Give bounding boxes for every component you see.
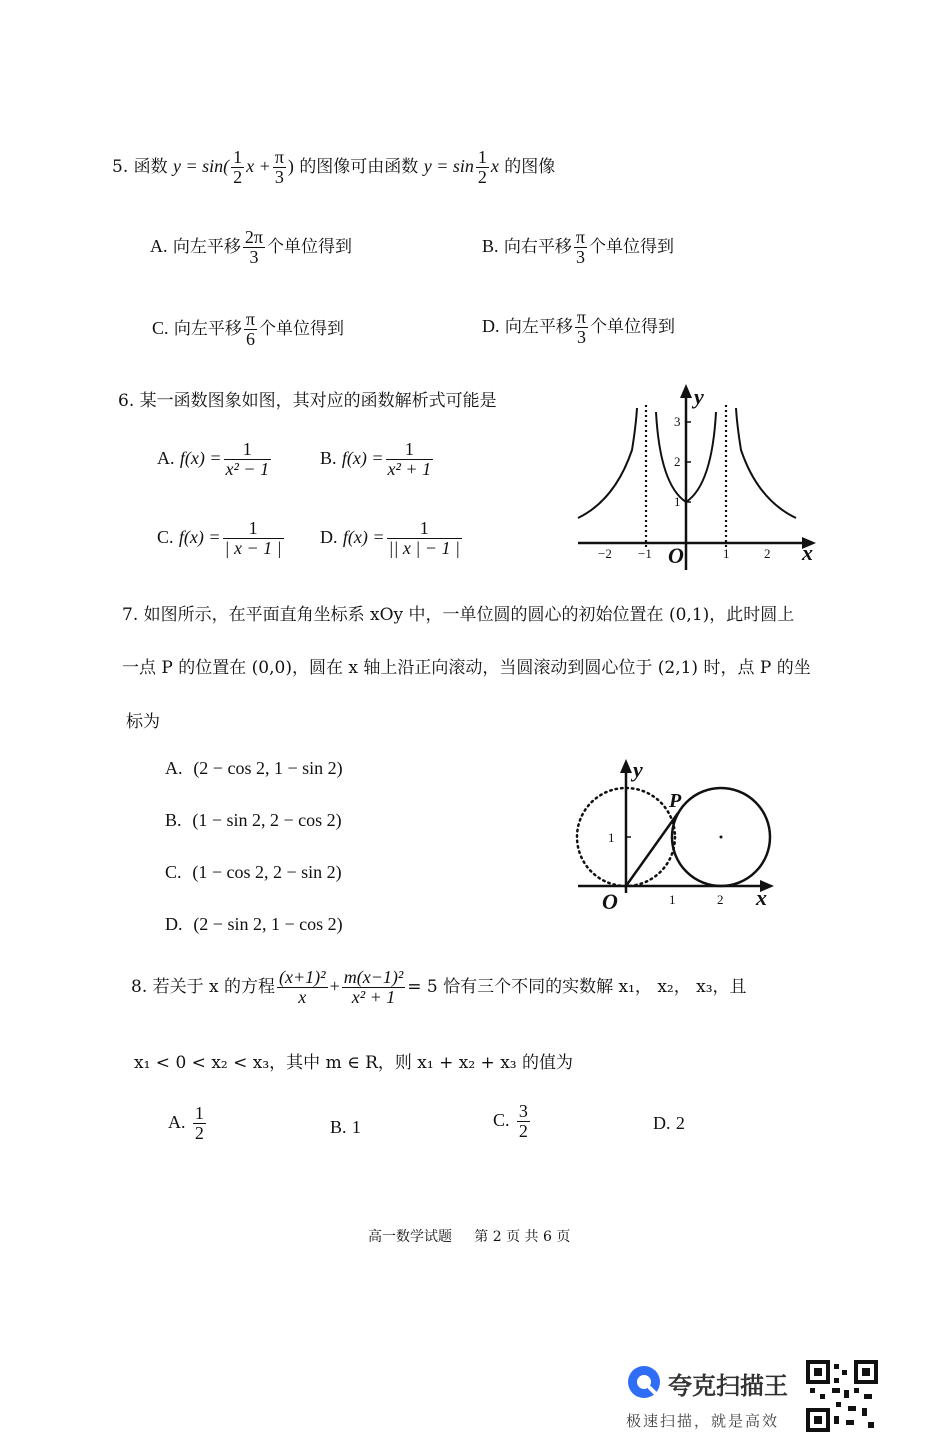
- q7-rolled-center: [720, 836, 723, 839]
- q6-origin-label: O: [668, 543, 684, 568]
- q6-y-label: y: [694, 384, 704, 409]
- q6-x-label: x: [802, 540, 813, 565]
- q8-option-b[interactable]: B. 1: [330, 1117, 361, 1137]
- q7-x-label: x: [756, 885, 767, 910]
- q7-x-tick-2: 2: [717, 892, 724, 907]
- q7-stem-line1: 7. 如图所示，在平面直角坐标系 xOy 中，一单位圆的圆心的初始位置在 (0,1)，此时圆上: [122, 605, 795, 625]
- q6-curve-right: [736, 408, 796, 518]
- footer-title: 高一数学试题: [368, 1229, 452, 1245]
- q7-option-a[interactable]: A. (2 − cos 2, 1 − sin 2): [165, 758, 343, 778]
- q6-curve-left: [578, 408, 637, 518]
- footer-page-number: 第 2 页 共 6 页: [474, 1229, 571, 1245]
- q6-x-tick-neg1: −1: [638, 546, 652, 561]
- q8-option-a[interactable]: A. $\frac{1}{2}$: [168, 1103, 204, 1143]
- q7-option-c[interactable]: C. (1 − cos 2, 2 − sin 2): [165, 862, 342, 882]
- q5-frac-pi3: $\frac{\pi}{3}$: [274, 147, 284, 187]
- q6-y-arrow: [680, 384, 692, 398]
- q6-x-tick-neg2: −2: [598, 546, 612, 561]
- q5-frac-half-2: $\frac{1}{2}$: [477, 147, 487, 187]
- q5-frac-half: $\frac{1}{2}$: [233, 147, 243, 187]
- q7-option-b[interactable]: B. (1 − sin 2, 2 − cos 2): [165, 810, 342, 830]
- q6-y-tick-2: 2: [674, 454, 681, 469]
- q8-option-d[interactable]: D. 2: [653, 1113, 685, 1133]
- q7-option-d[interactable]: D. (2 − sin 2, 1 − cos 2): [165, 914, 343, 934]
- q6-function-graph: [570, 380, 830, 580]
- q7-x-tick-1: 1: [669, 892, 676, 907]
- q5-stem: 5. 函数 y = sin( $\frac{1}{2}$ x + $\frac{\pi}{3}$ ) 的图像可由函数 y = sin $\frac{1}{2}$ x 的图像: [112, 147, 556, 187]
- watermark-brand: 夸克扫描王: [668, 1372, 788, 1400]
- q6-option-d[interactable]: D. f(x) = $\frac{1}{|| x | - 1 |}$: [320, 518, 460, 558]
- q6-x-tick-2: 2: [764, 546, 771, 561]
- q8-stem-line2: x₁ < 0 < x₂ < x₃，其中 m ∈ R，则 x₁ + x₂ + x₃ 的值为: [134, 1053, 574, 1073]
- scanner-watermark: [622, 1358, 882, 1438]
- q5-option-b[interactable]: B. 向右平移 $\frac{\pi}{3}$ 个单位得到: [482, 227, 675, 267]
- page-footer: [368, 1226, 570, 1246]
- q7-segment-op: [626, 813, 678, 886]
- watermark-slogan: 极速扫描，就是高效: [626, 1412, 780, 1430]
- q7-y-label: y: [633, 757, 643, 782]
- q6-y-tick-1: 1: [674, 494, 681, 509]
- q7-y-tick-1: 1: [608, 830, 615, 845]
- q7-origin-label: O: [602, 889, 618, 914]
- q6-option-c[interactable]: C. f(x) = $\frac{1}{| x - 1 |}$: [157, 518, 282, 558]
- q6-stem: 6. 某一函数图象如图，其对应的函数解析式可能是: [118, 391, 497, 411]
- q5-option-c[interactable]: C. 向左平移 $\frac{\pi}{6}$ 个单位得到: [152, 309, 345, 349]
- q6-option-a[interactable]: A. f(x) = $\frac{1}{\text{x² − 1}}$: [157, 439, 270, 479]
- q8-option-c[interactable]: C. $\frac{3}{2}$: [493, 1101, 528, 1141]
- q7-stem-line3: 标为: [126, 712, 160, 732]
- qr-code-icon: [806, 1360, 878, 1432]
- q5-option-d[interactable]: D. 向左平移 $\frac{\pi}{3}$ 个单位得到: [482, 307, 675, 347]
- q7-rolling-circle-graph: [570, 755, 785, 915]
- q7-stem-line2: 一点 P 的位置在 (0,0)，圆在 x 轴上沿正向滚动，当圆滚动到圆心位于 (2,1) 时，点 P 的坐: [122, 658, 811, 678]
- q5-option-a[interactable]: A. 向左平移 $\frac{2\pi}{3}$ 个单位得到: [150, 227, 352, 267]
- q8-stem: 8. 若关于 x 的方程 $\frac{\text{(x+1)²}}{x}$ + $\frac{\text{m(x−1)²}}{\text{x² + 1}}$ = 5 恰有三个不同的实数解 x₁， x₂， x₃，且: [131, 967, 747, 1007]
- q6-y-tick-3: 3: [674, 414, 681, 429]
- q7-point-p-label: P: [669, 790, 682, 812]
- q7-y-arrow: [620, 759, 632, 773]
- quark-logo-icon: [626, 1364, 662, 1400]
- q6-option-b[interactable]: B. f(x) = $\frac{1}{\text{x² + 1}}$: [320, 439, 432, 479]
- q6-x-tick-1: 1: [723, 546, 730, 561]
